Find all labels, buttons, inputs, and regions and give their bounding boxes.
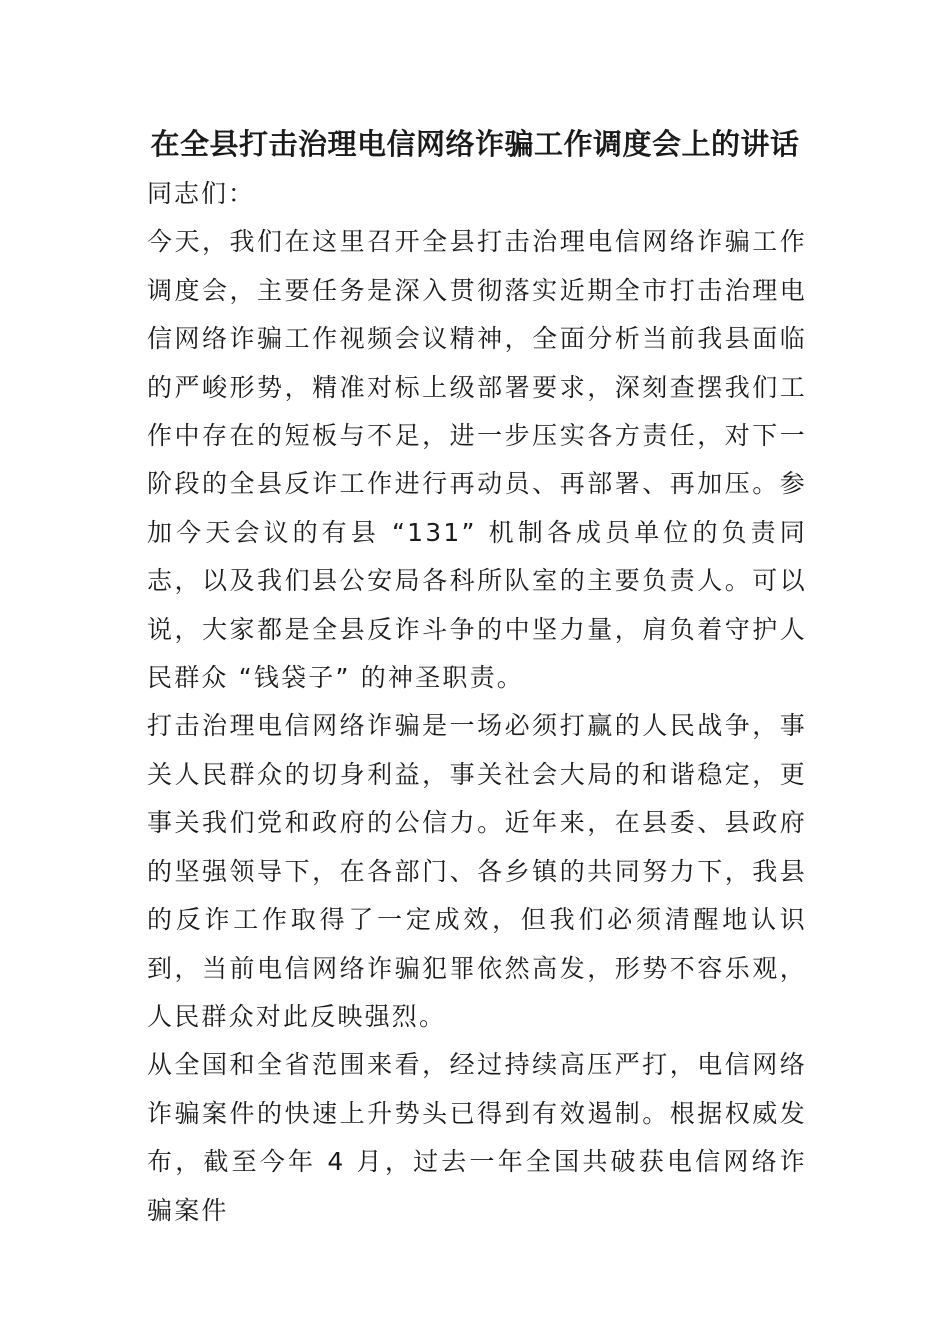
paragraph-2: 打击治理电信网络诈骗是一场必须打赢的人民战争，事关人民群众的切身利益，事关社会大局的和谐稳定，更事关我们党和政府的公信力。近年来，在县委、县政府的坚强领导下，在各部门、各乡镇的共同努力下，我县的反诈工作取得了一定成效，但我们必须清醒地认识到，当前电信网络诈骗犯罪依然高发，形势不容乐观，人民群众对此反映强烈。 — [147, 711, 807, 1031]
salutation: 同志们： — [147, 179, 256, 208]
document-title: 在全县打击治理电信网络诈骗工作调度会上的讲话 — [150, 127, 800, 161]
paragraph-1: 今天，我们在这里召开全县打击治理电信网络诈骗工作调度会，主要任务是深入贯彻落实近期全市打击治理电信网络诈骗工作视频会议精神，全面分析当前我县面临的严峻形势，精准对标上级部署要求，深刻查摆我们工作中存在的短板与不足，进一步压实各方责任，对下一阶段的全县反诈工作进行再动员、再部署、再加压。参加今天会议的有县 “131” 机制各成员单位的负责同志，以及我们县公安局各科所队室的主要负责人。可以说，大家都是全县反诈斗争的中坚力量，肩负着守护人民群众 “钱袋子” 的神圣职责。 — [147, 227, 807, 693]
document-body — [147, 170, 807, 1235]
paragraph-3: 从全国和全省范围来看，经过持续高压严打，电信网络诈骗案件的快速上升势头已得到有效遏制。根据权威发布，截至今年 4 月，过去一年全国共破获电信网络诈骗案件 — [147, 1050, 807, 1225]
